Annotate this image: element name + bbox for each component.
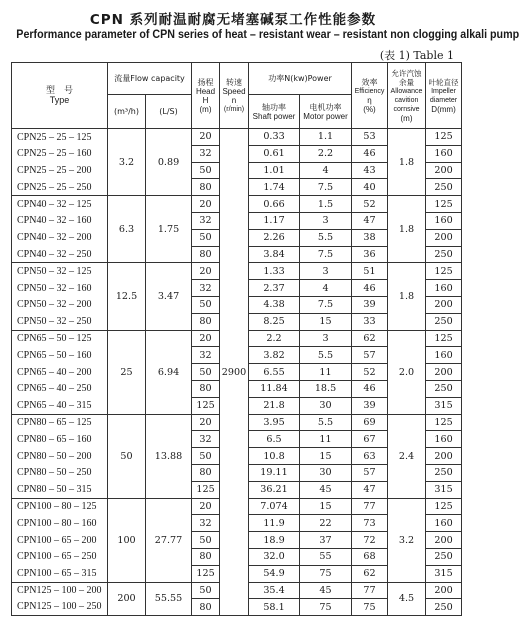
- head-cell: 20: [192, 498, 220, 515]
- model-cell: CPN65 – 40 – 250: [12, 380, 108, 397]
- efficiency-cell: 36: [352, 246, 388, 263]
- model-cell: CPN100 – 80 – 160: [12, 515, 108, 532]
- motor-power-cell: 18.5: [300, 380, 352, 397]
- header-flow: 流量Flow capacity: [108, 63, 192, 95]
- model-cell: CPN50 – 32 – 200: [12, 296, 108, 313]
- shaft-power-cell: 2.2: [249, 330, 300, 347]
- impeller-cell: 315: [426, 565, 462, 582]
- head-cell: 32: [192, 515, 220, 532]
- head-cell: 50: [192, 364, 220, 381]
- npsh-cell: 2.0: [388, 330, 426, 414]
- head-cell: 32: [192, 212, 220, 229]
- impeller-cell: 250: [426, 548, 462, 565]
- shaft-power-cell: 11.9: [249, 515, 300, 532]
- motor-power-cell: 45: [300, 582, 352, 599]
- flow-m3h-cell: 25: [108, 330, 146, 414]
- head-cell: 32: [192, 431, 220, 448]
- header-flow-m3h: (m³/h): [108, 95, 146, 129]
- head-cell: 20: [192, 414, 220, 431]
- model-cell: CPN25 – 25 – 160: [12, 145, 108, 162]
- header-efficiency: 效率 Efficiency η (%): [352, 63, 388, 129]
- model-cell: CPN50 – 32 – 125: [12, 263, 108, 280]
- table-tag: (表 1) Table 1: [379, 49, 454, 62]
- shaft-power-cell: 36.21: [249, 481, 300, 498]
- model-cell: CPN40 – 32 – 200: [12, 229, 108, 246]
- head-cell: 80: [192, 548, 220, 565]
- model-cell: CPN40 – 32 – 125: [12, 196, 108, 213]
- model-cell: CPN80 – 50 – 315: [12, 481, 108, 498]
- header-impeller: 叶轮直径 Impeller diameter D(mm): [426, 63, 462, 129]
- efficiency-cell: 63: [352, 448, 388, 465]
- header-flow-ls: (L/S): [146, 95, 192, 129]
- efficiency-cell: 73: [352, 515, 388, 532]
- model-cell: CPN100 – 65 – 200: [12, 532, 108, 549]
- impeller-cell: 125: [426, 414, 462, 431]
- model-cell: CPN80 – 65 – 160: [12, 431, 108, 448]
- model-cell: CPN50 – 32 – 160: [12, 280, 108, 297]
- shaft-power-cell: 11.84: [249, 380, 300, 397]
- impeller-cell: 200: [426, 162, 462, 179]
- head-cell: 50: [192, 229, 220, 246]
- table-row: [12, 129, 462, 146]
- model-cell: CPN65 – 40 – 315: [12, 397, 108, 414]
- motor-power-cell: 55: [300, 548, 352, 565]
- efficiency-cell: 62: [352, 330, 388, 347]
- flow-ls-cell: 1.75: [146, 196, 192, 263]
- motor-power-cell: 37: [300, 532, 352, 549]
- model-cell: CPN125 – 100 – 200: [12, 582, 108, 599]
- shaft-power-cell: 4.38: [249, 296, 300, 313]
- impeller-cell: 250: [426, 380, 462, 397]
- npsh-cell: 2.4: [388, 414, 426, 498]
- head-cell: 80: [192, 313, 220, 330]
- efficiency-cell: 33: [352, 313, 388, 330]
- npsh-cell: 1.8: [388, 263, 426, 330]
- efficiency-cell: 57: [352, 464, 388, 481]
- impeller-cell: 200: [426, 532, 462, 549]
- motor-power-cell: 7.5: [300, 246, 352, 263]
- efficiency-cell: 39: [352, 296, 388, 313]
- efficiency-cell: 46: [352, 145, 388, 162]
- impeller-cell: 160: [426, 145, 462, 162]
- impeller-cell: 250: [426, 179, 462, 196]
- efficiency-cell: 46: [352, 380, 388, 397]
- head-cell: 80: [192, 380, 220, 397]
- shaft-power-cell: 2.26: [249, 229, 300, 246]
- model-cell: CPN25 – 25 – 200: [12, 162, 108, 179]
- efficiency-cell: 72: [352, 532, 388, 549]
- head-cell: 50: [192, 448, 220, 465]
- impeller-cell: 200: [426, 364, 462, 381]
- model-cell: CPN80 – 65 – 125: [12, 414, 108, 431]
- head-cell: 32: [192, 280, 220, 297]
- speed-cell: 2900: [220, 129, 249, 616]
- motor-power-cell: 3: [300, 212, 352, 229]
- shaft-power-cell: 35.4: [249, 582, 300, 599]
- motor-power-cell: 5.5: [300, 414, 352, 431]
- efficiency-cell: 67: [352, 431, 388, 448]
- impeller-cell: 200: [426, 448, 462, 465]
- motor-power-cell: 5.5: [300, 347, 352, 364]
- model-cell: CPN80 – 50 – 250: [12, 464, 108, 481]
- model-cell: CPN50 – 32 – 250: [12, 313, 108, 330]
- model-cell: CPN65 – 50 – 160: [12, 347, 108, 364]
- efficiency-cell: 52: [352, 196, 388, 213]
- flow-m3h-cell: 12.5: [108, 263, 146, 330]
- shaft-power-cell: 3.95: [249, 414, 300, 431]
- model-cell: CPN65 – 50 – 125: [12, 330, 108, 347]
- model-cell: CPN100 – 80 – 125: [12, 498, 108, 515]
- motor-power-cell: 15: [300, 313, 352, 330]
- motor-power-cell: 4: [300, 280, 352, 297]
- head-cell: 32: [192, 145, 220, 162]
- impeller-cell: 315: [426, 481, 462, 498]
- efficiency-cell: 47: [352, 481, 388, 498]
- model-cell: CPN100 – 65 – 315: [12, 565, 108, 582]
- flow-m3h-cell: 200: [108, 582, 146, 616]
- model-cell: CPN80 – 50 – 200: [12, 448, 108, 465]
- shaft-power-cell: 1.33: [249, 263, 300, 280]
- head-cell: 80: [192, 246, 220, 263]
- header-power: 功率N(kw)Power: [249, 63, 352, 95]
- motor-power-cell: 45: [300, 481, 352, 498]
- header-npsh: 允许汽蚀余量 Allowance cavition cornsive (m): [388, 63, 426, 129]
- npsh-cell: 4.5: [388, 582, 426, 616]
- model-cell: CPN65 – 40 – 200: [12, 364, 108, 381]
- shaft-power-cell: 21.8: [249, 397, 300, 414]
- efficiency-cell: 69: [352, 414, 388, 431]
- impeller-cell: 250: [426, 599, 462, 616]
- flow-m3h-cell: 50: [108, 414, 146, 498]
- shaft-power-cell: 7.074: [249, 498, 300, 515]
- model-cell: CPN25 – 25 – 125: [12, 129, 108, 146]
- model-cell: CPN25 – 25 – 250: [12, 179, 108, 196]
- flow-ls-cell: 13.88: [146, 414, 192, 498]
- shaft-power-cell: 1.74: [249, 179, 300, 196]
- header-shaft-power: 轴功率 Shaft power: [249, 95, 300, 129]
- head-cell: 125: [192, 397, 220, 414]
- impeller-cell: 160: [426, 515, 462, 532]
- head-cell: 32: [192, 347, 220, 364]
- shaft-power-cell: 10.8: [249, 448, 300, 465]
- efficiency-cell: 38: [352, 229, 388, 246]
- motor-power-cell: 7.5: [300, 296, 352, 313]
- impeller-cell: 200: [426, 229, 462, 246]
- npsh-cell: 1.8: [388, 129, 426, 196]
- efficiency-cell: 47: [352, 212, 388, 229]
- npsh-cell: 1.8: [388, 196, 426, 263]
- shaft-power-cell: 6.5: [249, 431, 300, 448]
- motor-power-cell: 5.5: [300, 229, 352, 246]
- shaft-power-cell: 0.61: [249, 145, 300, 162]
- npsh-cell: 3.2: [388, 498, 426, 582]
- head-cell: 80: [192, 179, 220, 196]
- impeller-cell: 125: [426, 330, 462, 347]
- flow-ls-cell: 3.47: [146, 263, 192, 330]
- model-cell: CPN40 – 32 – 160: [12, 212, 108, 229]
- shaft-power-cell: 1.01: [249, 162, 300, 179]
- impeller-cell: 160: [426, 431, 462, 448]
- head-cell: 20: [192, 263, 220, 280]
- head-cell: 80: [192, 599, 220, 616]
- model-cell: CPN100 – 65 – 250: [12, 548, 108, 565]
- motor-power-cell: 30: [300, 397, 352, 414]
- shaft-power-cell: 18.9: [249, 532, 300, 549]
- shaft-power-cell: 54.9: [249, 565, 300, 582]
- shaft-power-cell: 0.33: [249, 129, 300, 146]
- impeller-cell: 250: [426, 313, 462, 330]
- page-title: CPN 系列耐温耐腐无堵塞碱泵工作性能参数: [89, 12, 377, 28]
- motor-power-cell: 75: [300, 599, 352, 616]
- efficiency-cell: 77: [352, 582, 388, 599]
- impeller-cell: 160: [426, 347, 462, 364]
- flow-ls-cell: 27.77: [146, 498, 192, 582]
- header-model: 型 号 Type: [12, 63, 108, 129]
- efficiency-cell: 68: [352, 548, 388, 565]
- motor-power-cell: 11: [300, 431, 352, 448]
- efficiency-cell: 53: [352, 129, 388, 146]
- impeller-cell: 315: [426, 397, 462, 414]
- motor-power-cell: 2.2: [300, 145, 352, 162]
- motor-power-cell: 75: [300, 565, 352, 582]
- flow-m3h-cell: 100: [108, 498, 146, 582]
- head-cell: 50: [192, 162, 220, 179]
- head-cell: 50: [192, 582, 220, 599]
- efficiency-cell: 75: [352, 599, 388, 616]
- flow-ls-cell: 0.89: [146, 129, 192, 196]
- motor-power-cell: 1.5: [300, 196, 352, 213]
- efficiency-cell: 77: [352, 498, 388, 515]
- motor-power-cell: 22: [300, 515, 352, 532]
- impeller-cell: 200: [426, 296, 462, 313]
- motor-power-cell: 1.1: [300, 129, 352, 146]
- head-cell: 20: [192, 196, 220, 213]
- header-head: 扬程 Head H (m): [192, 63, 220, 129]
- flow-ls-cell: 55.55: [146, 582, 192, 616]
- flow-m3h-cell: 6.3: [108, 196, 146, 263]
- head-cell: 20: [192, 330, 220, 347]
- efficiency-cell: 39: [352, 397, 388, 414]
- efficiency-cell: 46: [352, 280, 388, 297]
- motor-power-cell: 15: [300, 498, 352, 515]
- motor-power-cell: 7.5: [300, 179, 352, 196]
- efficiency-cell: 57: [352, 347, 388, 364]
- shaft-power-cell: 58.1: [249, 599, 300, 616]
- impeller-cell: 250: [426, 246, 462, 263]
- efficiency-cell: 51: [352, 263, 388, 280]
- shaft-power-cell: 19.11: [249, 464, 300, 481]
- motor-power-cell: 4: [300, 162, 352, 179]
- shaft-power-cell: 32.0: [249, 548, 300, 565]
- impeller-cell: 200: [426, 582, 462, 599]
- header-speed: 转速 Speed n (r/min): [220, 63, 249, 129]
- shaft-power-cell: 8.25: [249, 313, 300, 330]
- impeller-cell: 125: [426, 498, 462, 515]
- motor-power-cell: 3: [300, 330, 352, 347]
- model-cell: CPN40 – 32 – 250: [12, 246, 108, 263]
- impeller-cell: 125: [426, 196, 462, 213]
- table-body: [12, 129, 462, 616]
- header-motor-power: 电机功率 Motor power: [300, 95, 352, 129]
- efficiency-cell: 62: [352, 565, 388, 582]
- efficiency-cell: 52: [352, 364, 388, 381]
- flow-ls-cell: 6.94: [146, 330, 192, 414]
- shaft-power-cell: 3.84: [249, 246, 300, 263]
- head-cell: 20: [192, 129, 220, 146]
- head-cell: 125: [192, 565, 220, 582]
- impeller-cell: 125: [426, 129, 462, 146]
- motor-power-cell: 15: [300, 448, 352, 465]
- impeller-cell: 160: [426, 212, 462, 229]
- shaft-power-cell: 1.17: [249, 212, 300, 229]
- efficiency-cell: 43: [352, 162, 388, 179]
- model-cell: CPN125 – 100 – 250: [12, 599, 108, 616]
- head-cell: 80: [192, 464, 220, 481]
- shaft-power-cell: 2.37: [249, 280, 300, 297]
- head-cell: 125: [192, 481, 220, 498]
- head-cell: 50: [192, 296, 220, 313]
- flow-m3h-cell: 3.2: [108, 129, 146, 196]
- motor-power-cell: 11: [300, 364, 352, 381]
- impeller-cell: 160: [426, 280, 462, 297]
- page-subtitle: Performance parameter of CPN series of heat – resistant wear – resistant non clogging alkali pump: [16, 29, 519, 41]
- impeller-cell: 250: [426, 464, 462, 481]
- shaft-power-cell: 0.66: [249, 196, 300, 213]
- motor-power-cell: 30: [300, 464, 352, 481]
- performance-table: [11, 62, 462, 616]
- shaft-power-cell: 6.55: [249, 364, 300, 381]
- efficiency-cell: 40: [352, 179, 388, 196]
- motor-power-cell: 3: [300, 263, 352, 280]
- shaft-power-cell: 3.82: [249, 347, 300, 364]
- impeller-cell: 125: [426, 263, 462, 280]
- head-cell: 50: [192, 532, 220, 549]
